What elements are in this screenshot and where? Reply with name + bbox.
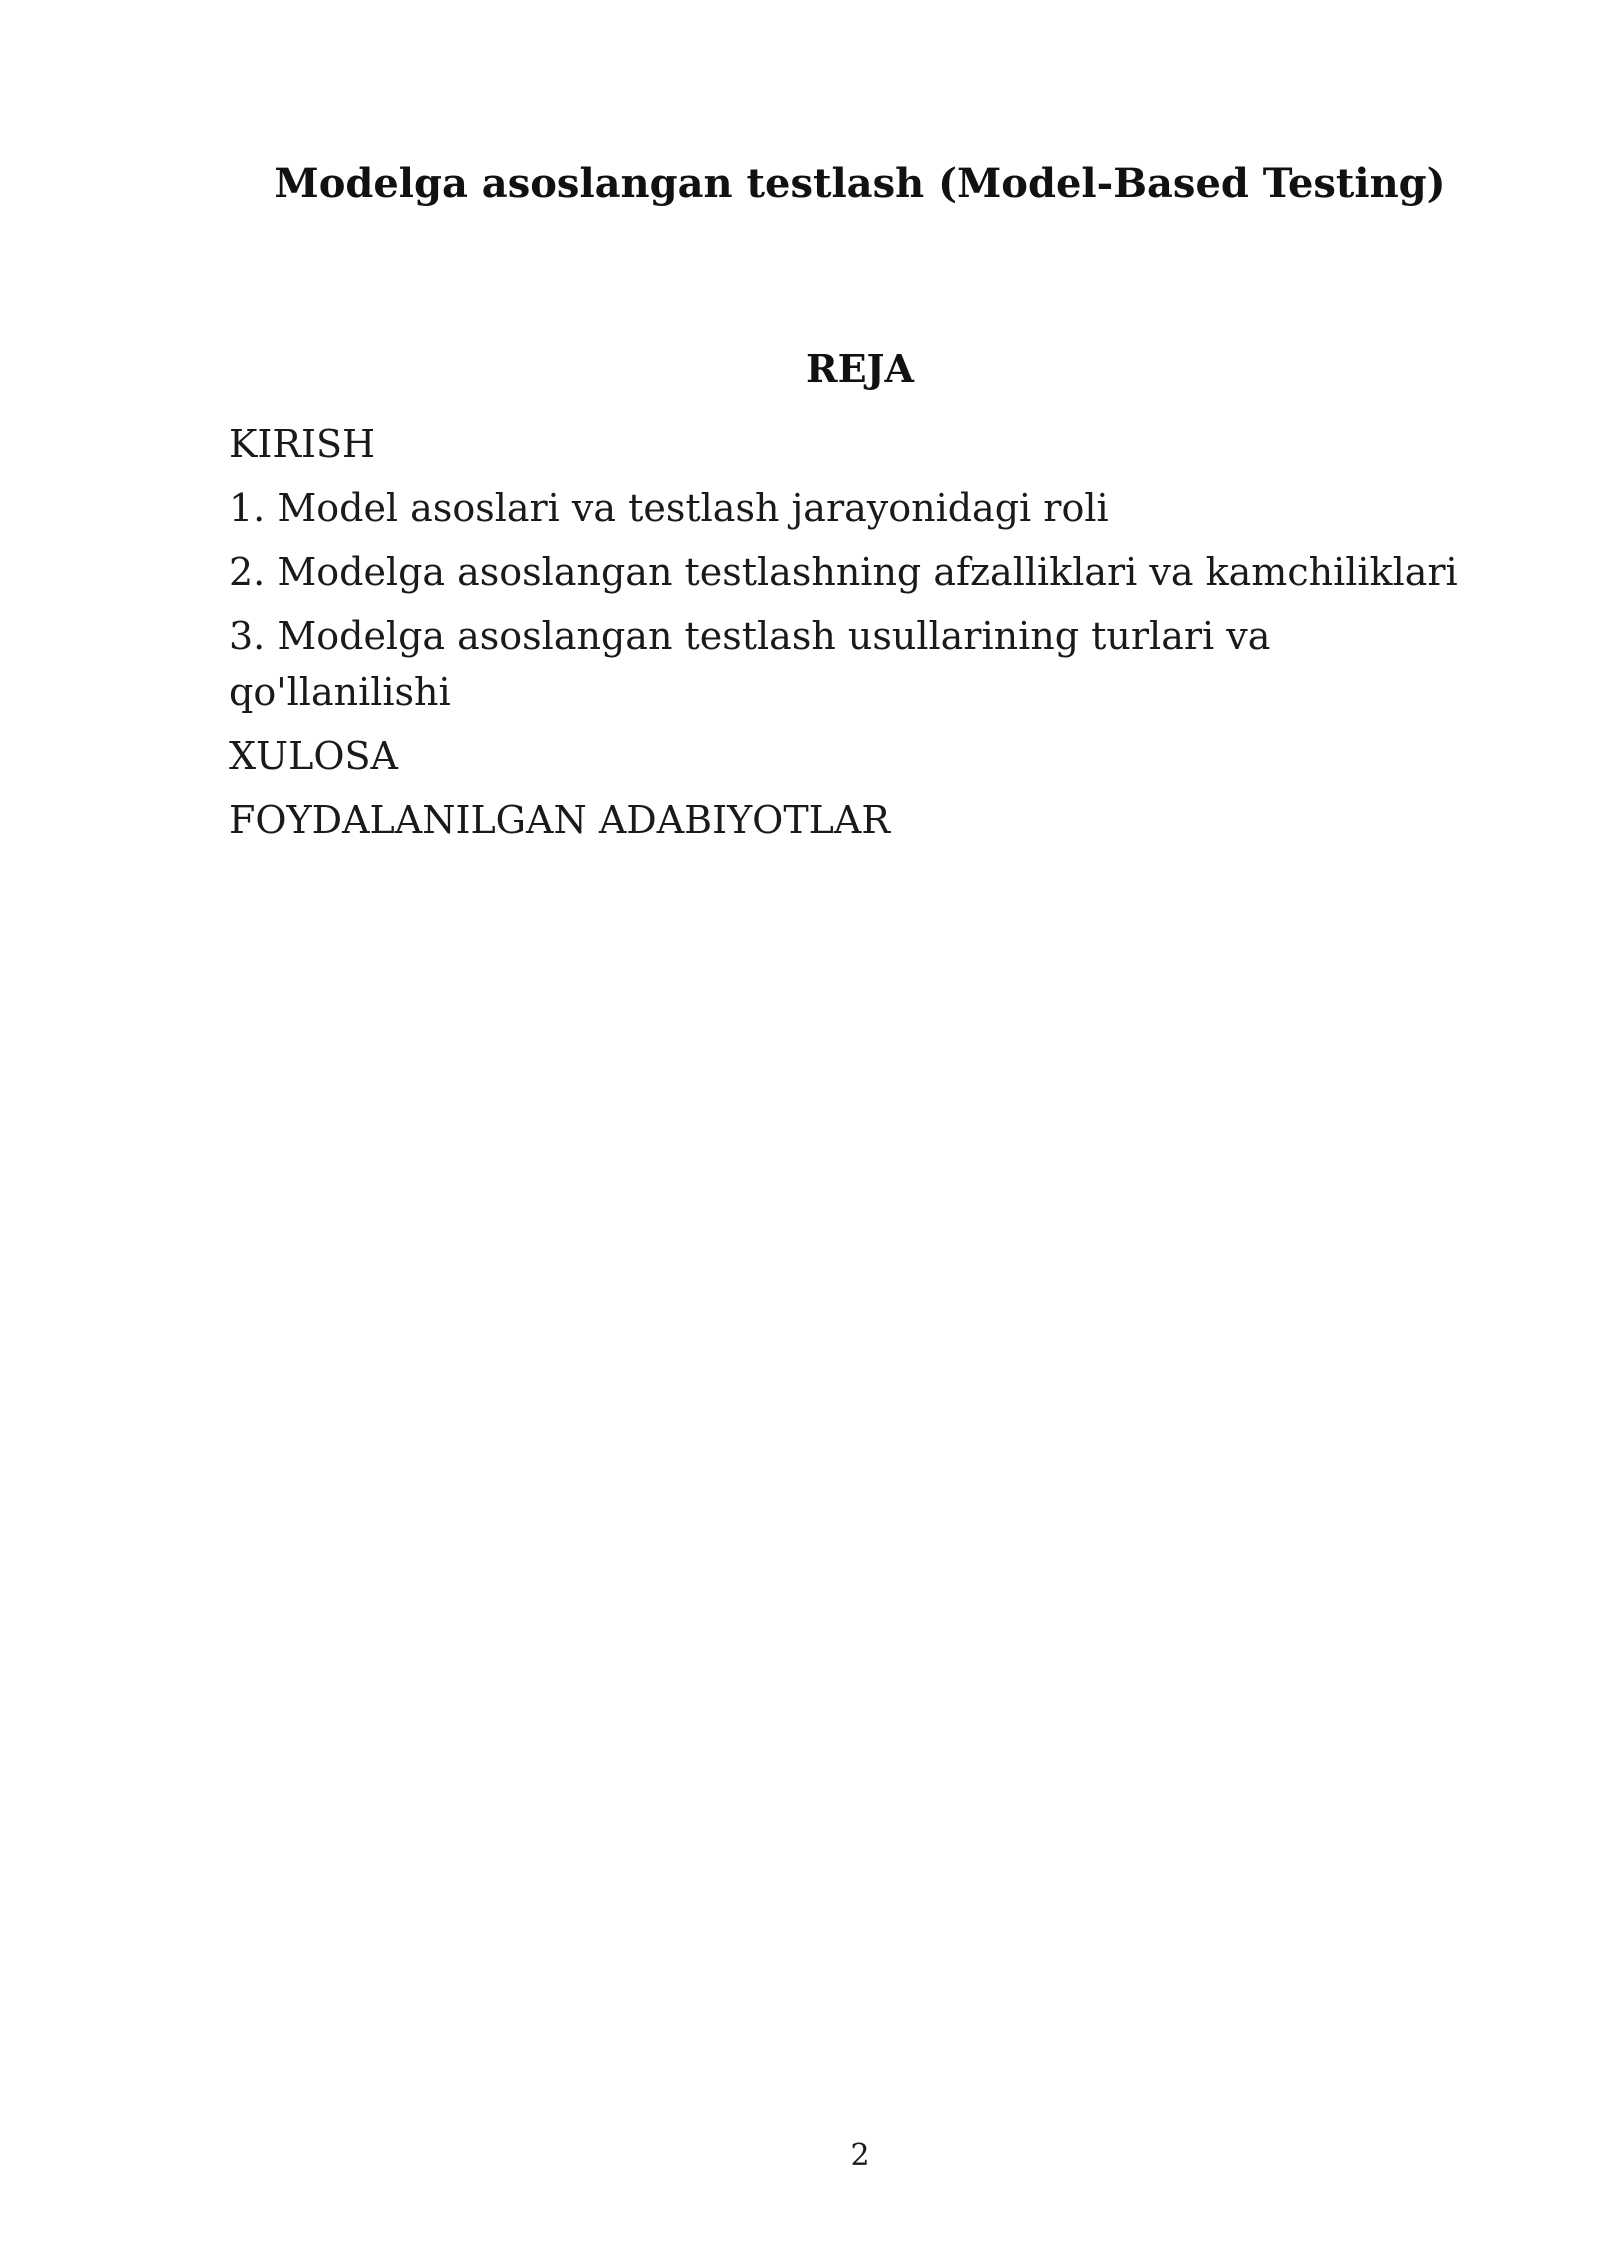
table-of-contents — [229, 416, 1479, 856]
toc-item-section-2: 2. Modelga asoslangan testlashning afzalliklari va kamchiliklari — [229, 550, 1458, 594]
page-number: 2 — [850, 2138, 870, 2173]
plan-heading: REJA — [805, 346, 914, 391]
toc-item-introduction: KIRISH — [229, 422, 376, 466]
toc-item-section-3: 3. Modelga asoslangan testlash usullarining turlari va qo'llanilishi — [229, 614, 1271, 714]
document-title: Modelga asoslangan testlash (Model-Based Testing) — [274, 160, 1446, 207]
toc-item-references: FOYDALANILGAN ADABIYOTLAR — [229, 798, 890, 842]
toc-item-section-1: 1. Model asoslari va testlash jarayonidagi roli — [229, 486, 1109, 530]
toc-item-conclusion: XULOSA — [229, 734, 398, 778]
